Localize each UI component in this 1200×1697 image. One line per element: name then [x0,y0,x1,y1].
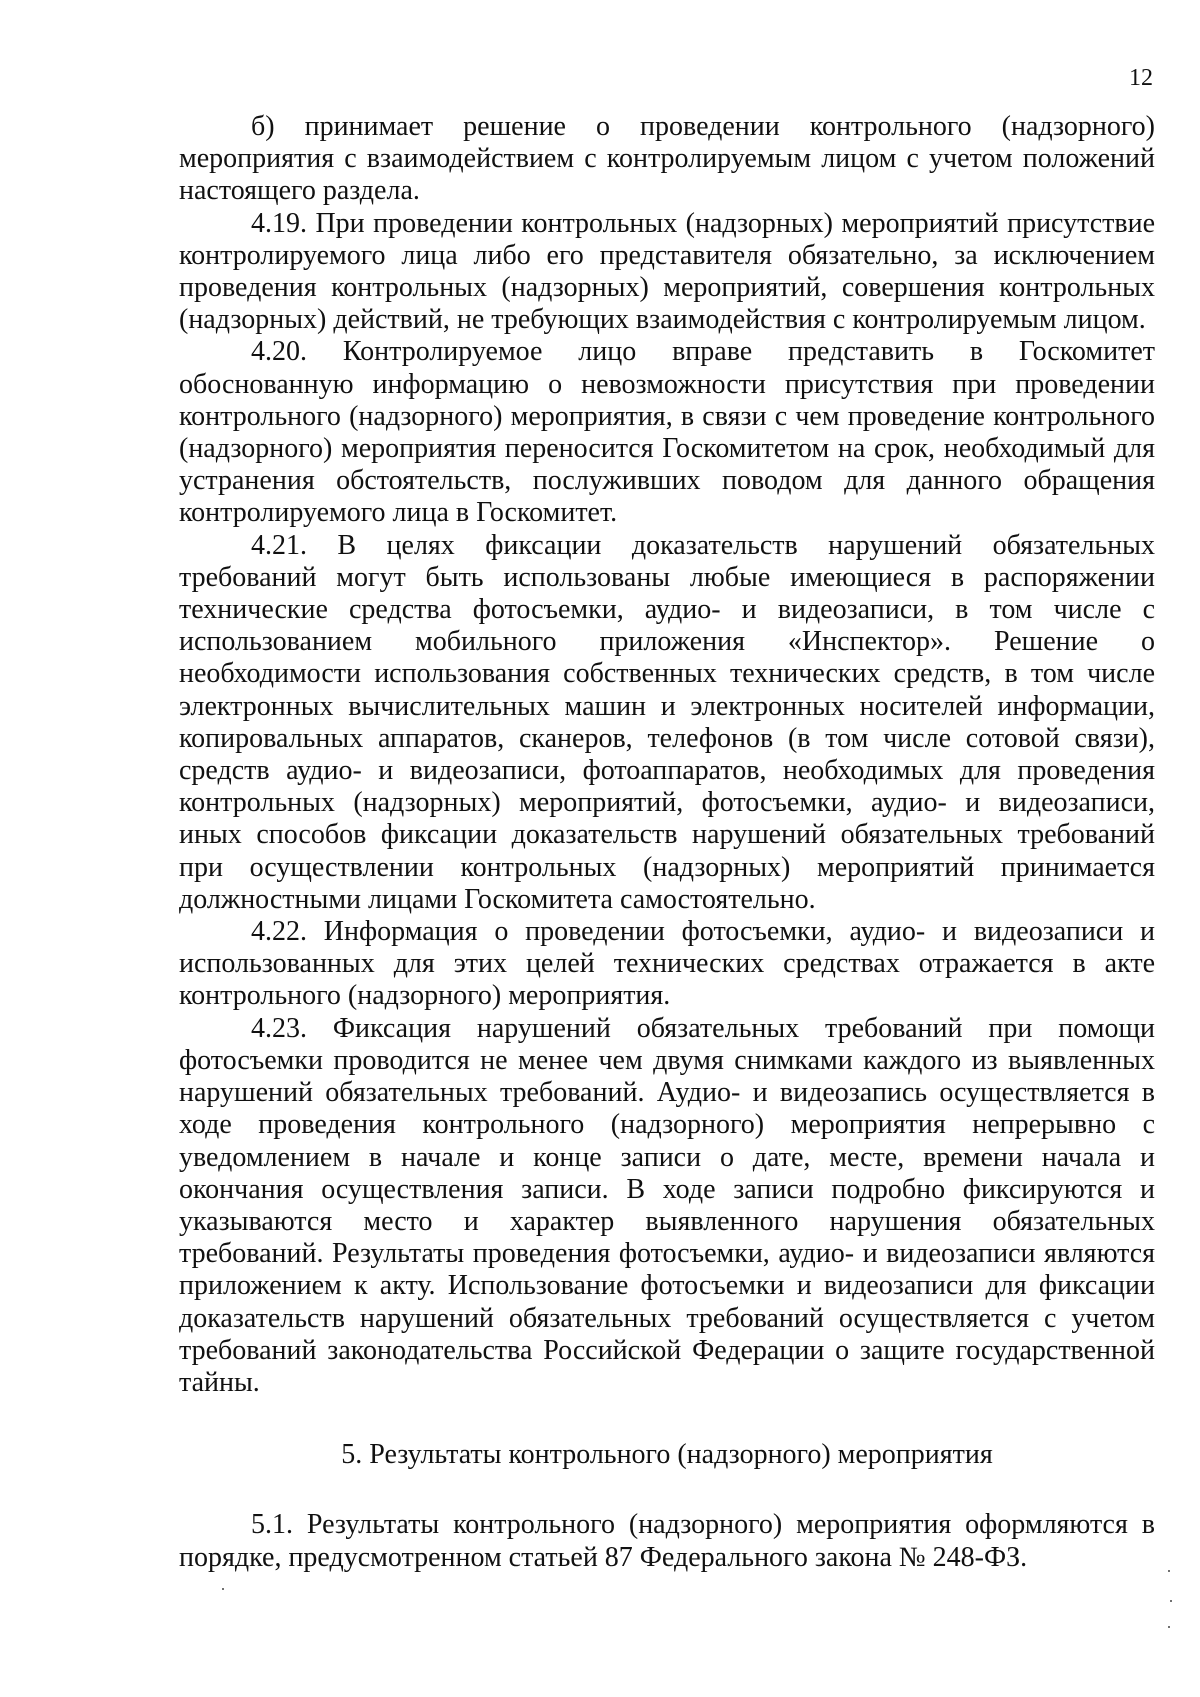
paragraph-5-1: 5.1. Результаты контрольного (надзорного) мероприятия оформляются в порядке, предусмотренном статьей 87 Федерального закона № 248-ФЗ. [179,1509,1155,1573]
paragraph-b: б) принимает решение о проведении контрольного (надзорного) мероприятия с взаимодействием с контролируемым лицом с учетом положений настоящего раздела. [179,111,1155,207]
paragraph-4-22: 4.22. Информация о проведении фотосъемки, аудио- и видеозаписи и использованных для этих целей технических средствах отражается в акте контрольного (надзорного) мероприятия. [179,916,1155,1012]
scan-speck [222,1588,224,1590]
scan-speck [1168,1626,1170,1628]
paragraph-4-19: 4.19. При проведении контрольных (надзорных) мероприятий присутствие контролируемого лица либо его представителя обязательно, за исключением проведения контрольных (надзорных) мероприятий, совершения контрольных (надзорных) действий, не требующих взаимодействия с контролируемым лицом. [179,207,1155,336]
document-body [179,111,1155,1574]
scan-speck [1170,1600,1172,1602]
scan-speck [1168,1570,1170,1572]
page-number: 12 [1129,65,1153,91]
section-heading-5: 5. Результаты контрольного (надзорного) мероприятия [341,1439,993,1471]
paragraph-4-21: 4.21. В целях фиксации доказательств нарушений обязательных требований могут быть использованы любые имеющиеся в распоряжении технические средства фотосъемки, аудио- и видеозаписи, в том числе с использованием мобильного приложения «Инспектор». Решение о необходимости использования собственных технических средств, в том числе электронных вычислительных машин и электронных носителей информации, копировальных аппаратов, сканеров, телефонов (в том числе сотовой связи), средств аудио- и видеозаписи, фотоаппаратов, необходимых для проведения контрольных (надзорных) мероприятий, фотосъемки, аудио- и видеозаписи, иных способов фиксации доказательств нарушений обязательных требований при осуществлении контрольных (надзорных) мероприятий принимается должностными лицами Госкомитета самостоятельно. [179,529,1155,915]
paragraph-4-20: 4.20. Контролируемое лицо вправе представить в Госкомитет обоснованную информацию о невозможности присутствия при проведении контрольного (надзорного) мероприятия, в связи с чем проведение контрольного (надзорного) мероприятия переносится Госкомитетом на срок, необходимый для устранения обстоятельств, послуживших поводом для данного обращения контролируемого лица в Госкомитет. [179,336,1155,529]
paragraph-4-23: 4.23. Фиксация нарушений обязательных требований при помощи фотосъемки проводится не менее чем двумя снимками каждого из выявленных нарушений обязательных требований. Аудио- и видеозапись осуществляется в ходе проведения контрольного (надзорного) мероприятия непрерывно с уведомлением в начале и конце записи о дате, месте, времени начала и окончания осуществления записи. В ходе записи подробно фиксируются и указываются место и характер выявленного нарушения обязательных требований. Результаты проведения фотосъемки, аудио- и видеозаписи являются приложением к акту. Использование фотосъемки и видеозаписи для фиксации доказательств нарушений обязательных требований осуществляется с учетом требований законодательства Российской Федерации о защите государственной тайны. [179,1012,1155,1398]
